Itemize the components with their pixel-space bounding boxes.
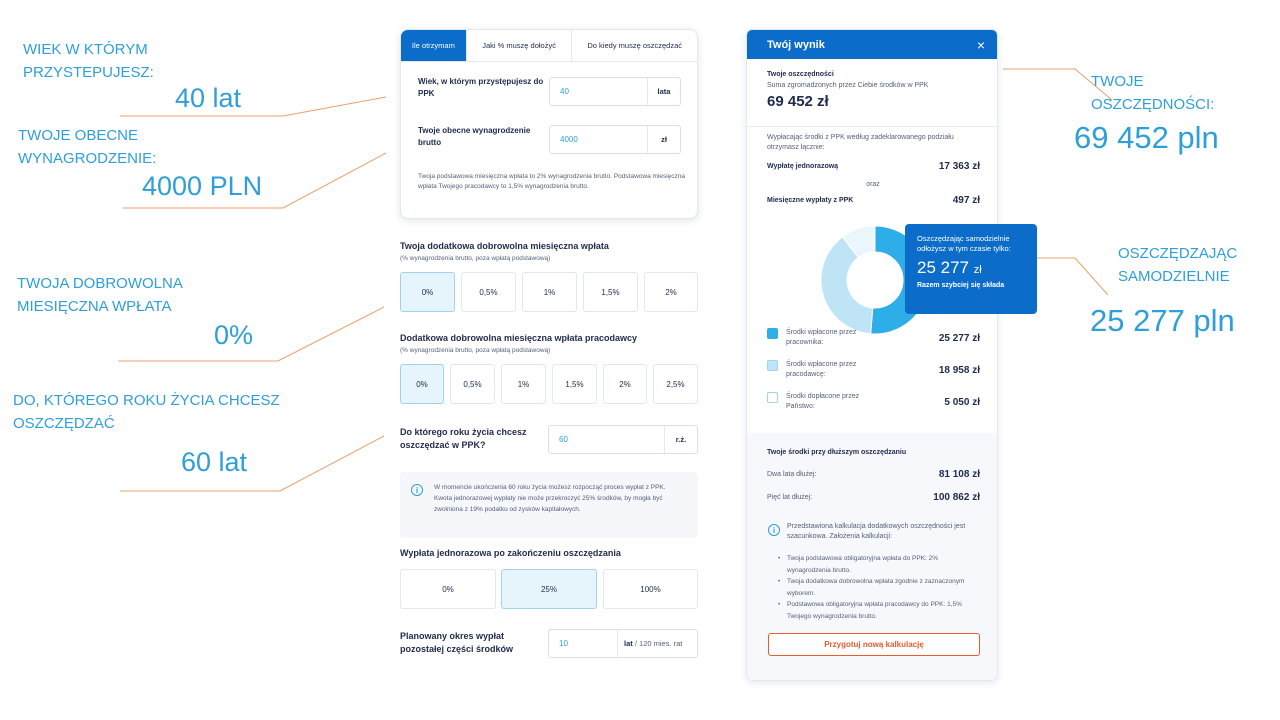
age-unit: lata <box>647 78 680 105</box>
annotation-voluntary-label: TWOJA DOBROWOLNA MIESIĘCZNA WPŁATA <box>17 275 183 315</box>
annotation-self-value: 25 277 pln <box>1090 303 1235 338</box>
period-label: Planowany okres wypłat pozostałej części środków <box>400 631 514 654</box>
info-icon: i <box>411 484 423 496</box>
result-title: Twój wynik <box>767 38 825 51</box>
voluntary-title: Twoja dodatkowa dobrowolna miesięczna wpłata <box>400 241 609 251</box>
longer-title: Twoje środki przy dłuższym oszczędzaniu <box>767 449 907 456</box>
salary-label: Twoje obecne wynagrodzenie brutto <box>418 126 531 147</box>
callout-amount <box>917 258 1025 278</box>
period-input[interactable] <box>548 629 698 658</box>
five-years-label: Pięć lat dłużej: <box>767 493 813 501</box>
annotation-salary-value: 4000 PLN <box>142 171 263 201</box>
legend-left <box>767 360 866 380</box>
payout-option[interactable]: 0% <box>400 569 496 609</box>
annotation-age-value: 40 lat <box>175 83 242 113</box>
estimate-text: Przedstawiona kalkulacja dodatkowych oszczędności jest szacunkowa. Założenia kalkulacji: <box>787 523 966 540</box>
savings-value: 69 452 zł <box>767 93 829 110</box>
employer-option[interactable]: 1,5% <box>552 364 597 404</box>
two-years-label: Dwa lata dłużej: <box>767 470 817 478</box>
two-years-row <box>767 469 980 480</box>
payout-option[interactable]: 100% <box>603 569 698 609</box>
one-time-value: 17 363 zł <box>938 161 980 172</box>
one-time-label: Wypłatę jednorazową <box>767 163 839 170</box>
result-panel <box>746 29 998 681</box>
legend-value: 5 050 zł <box>944 396 980 408</box>
payout-title: Wypłata jednorazowa po zakończeniu oszczędzania <box>400 548 621 558</box>
voluntary-option[interactable]: 0,5% <box>461 272 516 312</box>
employer-title: Dodatkowa dobrowolna miesięczna wpłata pracodawcy <box>400 333 638 343</box>
until-unit: r.ż. <box>664 426 697 453</box>
assumption-item: • Twoja dodatkowa dobrowolna wpłata zgodnie z zaznaczonym wyborem. <box>787 576 977 600</box>
voluntary-option[interactable]: 0% <box>400 272 455 312</box>
calculator-tabs <box>401 30 697 62</box>
legend-value: 18 958 zł <box>938 364 980 376</box>
employer-option[interactable]: 1% <box>501 364 546 404</box>
annotation-until-value: 60 lat <box>181 447 248 477</box>
legend-left <box>767 392 866 412</box>
two-years-value: 81 108 zł <box>938 469 980 480</box>
employer-option[interactable]: 2,5% <box>653 364 698 404</box>
until-info-text: W momencie ukończenia 60 roku życia możesz rozpocząć proces wypłat z PPK. Kwota jednorazowej wypłaty nie może przekroczyć 25% środków, by mogła być zwolniona z 19% podatku od zysków kapitałowych. <box>434 484 666 513</box>
one-time-row <box>767 161 980 172</box>
monthly-label: Miesięczne wypłaty z PPK <box>767 197 854 204</box>
info-icon: i <box>768 524 780 536</box>
legend-row <box>767 392 980 412</box>
legend-value: 25 277 zł <box>938 332 980 344</box>
salary-unit: zł <box>647 126 680 153</box>
legend-row <box>767 360 980 380</box>
annotation-self-label: OSZCZĘDZAJĄC SAMODZIELNIE <box>1118 245 1238 285</box>
payout-option[interactable]: 25% <box>501 569 597 609</box>
salary-input[interactable] <box>549 125 681 154</box>
period-unit-wrap <box>617 630 682 657</box>
callout-value: 25 277 <box>917 258 969 277</box>
withdraw-text: Wypłacając środki z PPK według zadeklarowanego podziału otrzymasz łącznie: <box>767 134 954 151</box>
until-label: Do którego roku życia chcesz oszczędzać w PPK? <box>400 427 527 450</box>
age-label: Wiek, w którym przystępujesz do PPK <box>418 77 544 98</box>
until-info-box <box>400 472 698 538</box>
annotation-voluntary-value: 0% <box>214 320 254 350</box>
voluntary-option[interactable]: 2% <box>644 272 698 312</box>
annotation-age-label: WIEK W KTÓRYM PRZYSTEPUJESZ: <box>23 41 154 81</box>
savings-sub: Suma zgromadzonych przez Ciebie środków w PPK <box>767 82 929 89</box>
assumption-item: • Twoja podstawowa obligatoryjna wpłata do PPK: 2% wynagrodzenia brutto. <box>787 553 977 577</box>
callout-text: Oszczędzając samodzielnie odłożysz w tym czasie tylko: <box>917 234 1011 253</box>
employer-option[interactable]: 0% <box>400 364 444 404</box>
divider <box>747 126 998 127</box>
five-years-row <box>767 492 980 503</box>
calculator-card <box>400 29 698 219</box>
employer-option[interactable]: 0,5% <box>450 364 495 404</box>
annotation-savings-value: 69 452 pln <box>1074 120 1219 155</box>
age-input[interactable] <box>549 77 681 106</box>
salary-input-value: 4000 <box>560 135 578 144</box>
salary-row <box>418 125 548 149</box>
callout-unit: zł <box>973 264 982 276</box>
period-input-value: 10 <box>559 639 568 648</box>
voluntary-subtitle: (% wynagrodzenia brutto, poza wpłatą podstawową) <box>400 255 551 262</box>
employer-option[interactable]: 2% <box>603 364 647 404</box>
legend-left <box>767 328 866 348</box>
tab-until-when[interactable]: Do kiedy muszę oszczędzać <box>587 41 683 50</box>
legend-label: Środki wpłacone przez pracownika: <box>786 329 857 346</box>
legend-label: Środki dopłacone przez Państwo: <box>786 393 860 410</box>
legend-label: Środki wpłacone przez pracodawcę: <box>786 361 857 378</box>
legend-swatch <box>767 360 778 371</box>
legend-swatch <box>767 328 778 339</box>
or-text: oraz <box>866 181 880 188</box>
close-icon[interactable]: × <box>976 36 985 53</box>
monthly-row <box>767 195 980 206</box>
period-suffix: / 120 mies. rat <box>634 639 683 648</box>
voluntary-option[interactable]: 1,5% <box>583 272 638 312</box>
assumption-item: • Podstawowa obligatoryjna wpłata pracodawcy do PPK: 1,5% Twojego wynagrodzenia brutto. <box>787 599 977 623</box>
result-header <box>747 30 997 59</box>
five-years-value: 100 862 zł <box>933 492 980 503</box>
callout-sub: Razem szybciej się składa <box>917 282 1005 289</box>
annotation-savings-label: TWOJE OSZCZĘDNOŚCI: <box>1091 73 1215 113</box>
new-calculation-button[interactable]: Przygotuj nową kalkulację <box>768 633 980 656</box>
age-row <box>418 76 548 100</box>
tab-what-percent[interactable]: Jaki % muszę dołożyć <box>467 30 573 61</box>
savings-label: Twoje oszczędności <box>767 71 834 78</box>
until-input-value: 60 <box>559 435 568 444</box>
annotation-until-label: DO, KTÓREGO ROKU ŻYCIA CHCESZ OSZCZĘDZAĆ <box>13 392 280 432</box>
self-saving-callout <box>905 224 1037 314</box>
annotation-salary-label: TWOJE OBECNE WYNAGRODZENIE: <box>18 127 157 167</box>
period-unit: lat <box>624 639 633 648</box>
until-input[interactable] <box>548 425 698 454</box>
legend-row <box>767 328 980 348</box>
age-input-value: 40 <box>560 87 569 96</box>
legend-swatch <box>767 392 778 403</box>
basic-contribution-info: Twoja podstawowa miesięczna wpłata to 2% wynagrodzenia brutto. Podstawowa miesięczna wpłata Twojego pracodawcy to 1,5% wynagrodzenia brutto. <box>418 173 686 190</box>
voluntary-option[interactable]: 1% <box>522 272 577 312</box>
tab-how-much[interactable]: Ile otrzymam <box>401 30 467 61</box>
employer-subtitle: (% wynagrodzenia brutto, poza wpłatą podstawową) <box>400 347 551 354</box>
monthly-value: 497 zł <box>952 195 980 206</box>
